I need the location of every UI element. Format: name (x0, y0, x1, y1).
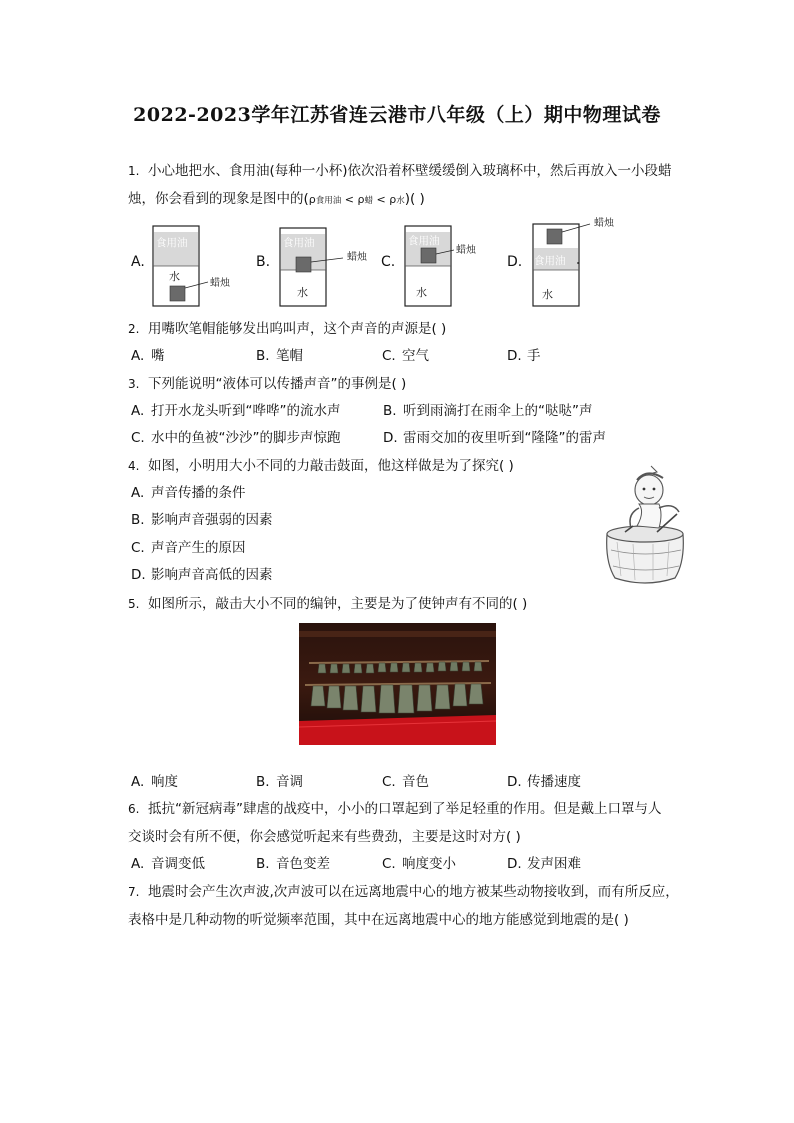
option-letter: D. (131, 567, 146, 583)
option-letter: B. (256, 856, 270, 872)
option-c-label: C. (381, 254, 396, 270)
option-text: 音调变低 (151, 856, 205, 872)
question-text: 抵抗“新冠病毒”肆虐的战疫中，小小的口罩起到了举足轻重的作用。但是戴上口罩与人 (148, 801, 662, 817)
bianzhong-photo (299, 623, 496, 745)
option-text: 笔帽 (276, 348, 303, 364)
option-letter: A. (131, 348, 145, 364)
option-a-label: A. (131, 254, 145, 270)
option-letter: B. (256, 348, 270, 364)
boy-arm (659, 506, 679, 512)
wax-label: 蜡烛 (210, 278, 230, 289)
question-text: 小心地把水、食用油(每种一小杯)依次沿着杯壁缓缓倒入玻璃杯中，然后再放入一小段蜡 (148, 163, 672, 179)
option-text: 声音传播的条件 (151, 485, 246, 501)
q4-option-d[interactable] (131, 563, 273, 587)
option-letter: A. (131, 856, 145, 872)
option-text: 空气 (402, 348, 429, 364)
question-number: 7. (128, 885, 140, 899)
option-text: 雷雨交加的夜里听到“隆隆”的雷声 (403, 430, 606, 446)
question-6-line2 (128, 824, 698, 850)
option-text: 影响声音高低的因素 (151, 567, 273, 583)
option-text: 音调 (276, 774, 303, 790)
option-text: 水中的鱼被“沙沙”的脚步声惊跑 (151, 430, 341, 446)
q2-option-b[interactable] (256, 344, 303, 368)
oil-label: 食用油 (283, 237, 315, 249)
q6-option-d[interactable] (507, 852, 581, 876)
question-number: 4. (128, 459, 140, 473)
question-5 (128, 591, 698, 617)
question-text: 下列能说明“液体可以传播声音”的事例是( ) (148, 376, 407, 392)
pointer-line (562, 224, 590, 232)
q6-option-b[interactable] (256, 852, 330, 876)
q2-option-d[interactable] (507, 344, 541, 368)
bianzhong-scene (299, 623, 496, 745)
question-number: 1. (128, 164, 140, 178)
question-text: 用嘴吹笔帽能够发出呜叫声，这个声音的声源是( ) (148, 321, 447, 337)
question-number: 2. (128, 322, 140, 336)
question-text: 烛，你会看到的现象是图中的( (128, 191, 309, 207)
wax-block (296, 257, 311, 272)
option-text: 发声困难 (527, 856, 581, 872)
option-letter: A. (131, 774, 145, 790)
beaker-b-figure (277, 222, 377, 308)
page-title: 2022-2023学年江苏省连云港市八年级（上）期中物理试卷 (133, 104, 661, 126)
option-letter: A. (131, 485, 145, 501)
option-letter: C. (382, 348, 396, 364)
option-letter: B. (383, 403, 397, 419)
boy-body (637, 504, 661, 528)
q6-option-c[interactable] (382, 852, 456, 876)
question-text: 表格中是几种动物的听觉频率范围，其中在远离地震中心的地方能感觉到地震的是( ) (128, 912, 629, 928)
question-text: 交谈时会有所不便，你会感觉听起来有些费劲，主要是这时对方( ) (128, 829, 521, 845)
option-text: 音色 (402, 774, 429, 790)
option-text: 响度变小 (402, 856, 456, 872)
question-3 (128, 371, 698, 397)
option-letter: C. (382, 774, 396, 790)
option-d-label: D. (507, 254, 523, 270)
option-text: 响度 (151, 774, 178, 790)
subscript: 水 (396, 196, 405, 206)
wax-block (170, 286, 185, 301)
question-text: 如图所示，敲击大小不同的编钟，主要是为了使钟声有不同的( ) (148, 596, 528, 612)
q5-option-d[interactable] (507, 770, 581, 794)
wax-label: 蜡烛 (594, 218, 614, 229)
boy-head (635, 475, 663, 505)
rho-symbol: ρ (389, 193, 397, 206)
question-1-line2 (128, 186, 698, 214)
oil-label: 食用油 (534, 255, 566, 267)
wax-label: 蜡烛 (456, 245, 476, 256)
oil-label: 食用油 (408, 235, 440, 247)
option-text: 传播速度 (527, 774, 581, 790)
drummer-illustration (597, 462, 697, 586)
option-letter: D. (383, 430, 398, 446)
less-than: < (373, 193, 390, 206)
q5-option-a[interactable] (131, 770, 178, 794)
option-text: 声音产生的原因 (151, 540, 246, 556)
q3-option-c[interactable] (131, 426, 341, 450)
question-text: 地震时会产生次声波,次声波可以在远离地震中心的地方被某些动物接收到，而有所反应， (148, 884, 679, 900)
water-label: 水 (542, 288, 553, 301)
q4-option-a[interactable] (131, 481, 246, 505)
beaker-d-figure (530, 212, 630, 308)
beaker-a-figure (150, 222, 245, 308)
option-letter: D. (507, 856, 522, 872)
q5-option-b[interactable] (256, 770, 303, 794)
subscript: 蜡 (364, 196, 373, 206)
pointer-line (185, 282, 208, 288)
answer-blank: )( ) (404, 191, 425, 207)
wax-block (547, 229, 562, 244)
option-text: 听到雨滴打在雨伞上的“哒哒”声 (403, 403, 593, 419)
option-letter: A. (131, 403, 145, 419)
option-letter: B. (131, 512, 145, 528)
oil-label: 食用油 (156, 237, 188, 249)
question-6 (128, 796, 698, 822)
q5-option-c[interactable] (382, 770, 429, 794)
water-label: 水 (297, 286, 308, 299)
option-letter: C. (382, 856, 396, 872)
question-text: 如图，小明用大小不同的力敲击鼓面，他这样做是为了探究( ) (148, 458, 514, 474)
boy-eye (653, 488, 656, 491)
question-number: 5. (128, 597, 140, 611)
q3-option-d[interactable] (383, 426, 606, 450)
option-b-label: B. (256, 254, 271, 270)
option-text: 嘴 (151, 348, 165, 364)
ceiling-light (299, 631, 496, 637)
wax-label: 蜡烛 (347, 252, 367, 263)
q3-option-a[interactable] (131, 399, 341, 423)
q2-option-c[interactable] (382, 344, 429, 368)
q2-option-a[interactable] (131, 344, 165, 368)
question-7 (128, 879, 698, 905)
beaker-c-figure (402, 218, 502, 308)
option-letter: D. (507, 774, 522, 790)
question-number: 6. (128, 802, 140, 816)
subscript: 食用油 (315, 196, 342, 206)
drum-head (607, 526, 683, 542)
question-1 (128, 158, 698, 184)
dot-mark (577, 262, 579, 264)
option-letter: C. (131, 540, 145, 556)
option-text: 影响声音强弱的因素 (151, 512, 273, 528)
rho-symbol: ρ (357, 193, 365, 206)
less-than: < (341, 193, 358, 206)
option-text: 打开水龙头听到“哗哗”的流水声 (151, 403, 341, 419)
wax-block (421, 248, 436, 263)
water-label: 水 (416, 286, 427, 299)
q4-option-c[interactable] (131, 536, 246, 560)
q4-option-b[interactable] (131, 508, 273, 532)
q6-option-a[interactable] (131, 852, 205, 876)
option-text: 手 (527, 348, 541, 364)
question-number: 3. (128, 377, 140, 391)
q3-option-b[interactable] (383, 399, 593, 423)
question-7-line2 (128, 907, 698, 933)
option-letter: B. (256, 774, 270, 790)
question-2 (128, 316, 698, 342)
water-label: 水 (169, 270, 180, 283)
motion-mark (651, 466, 657, 473)
boy-eye (643, 488, 646, 491)
option-letter: D. (507, 348, 522, 364)
option-letter: C. (131, 430, 145, 446)
rho-symbol: ρ (308, 193, 316, 206)
option-text: 音色变差 (276, 856, 330, 872)
